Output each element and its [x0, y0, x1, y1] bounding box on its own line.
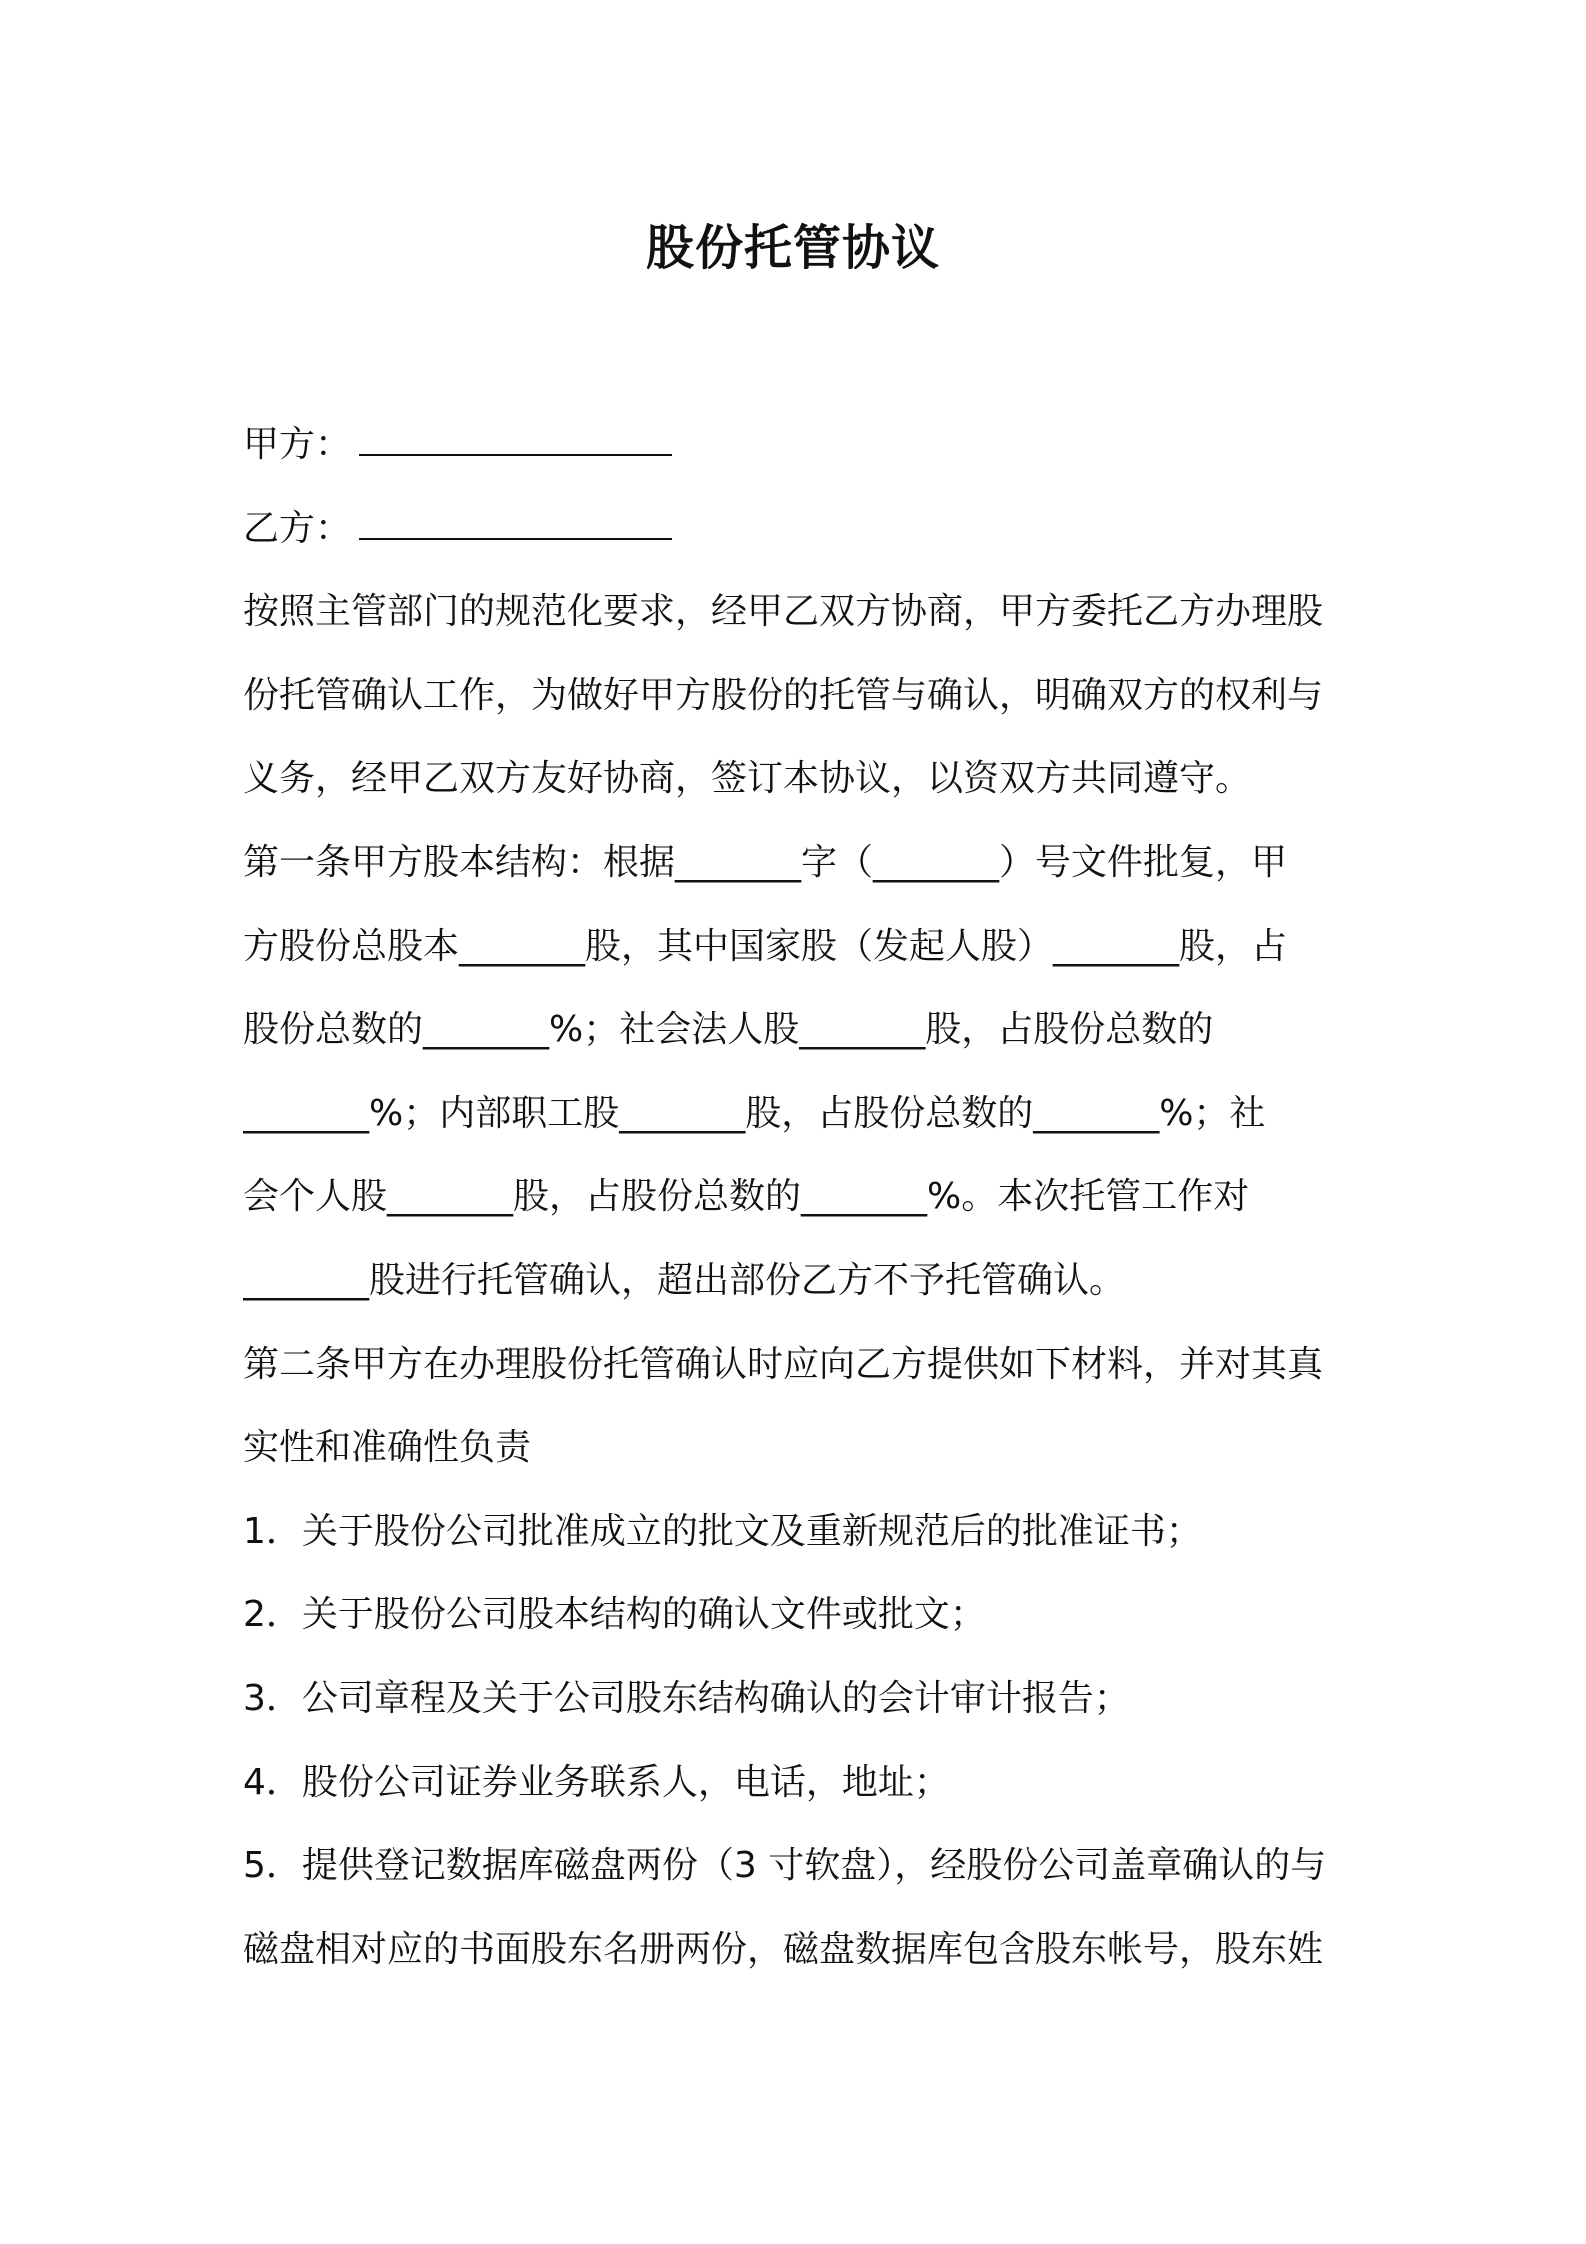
body-line: 实性和准确性负责 — [243, 1427, 532, 1469]
list-item: 3．公司章程及关于公司股东结构确认的会计审计报告； — [243, 1677, 1130, 1719]
party-b-line — [243, 487, 1353, 571]
body-line: _______股进行托管确认，超出部份乙方不予托管确认。 — [243, 1259, 1126, 1301]
document-title: 股份托管协议 — [645, 220, 940, 276]
list-item: 5．提供登记数据库磁盘两份（3 寸软盘），经股份公司盖章确认的与 — [243, 1845, 1327, 1887]
body-line: 会个人股_______股，占股份总数的_______%。本次托管工作对 — [243, 1176, 1250, 1218]
body-line: 方股份总股本_______股，其中国家股（发起人股）_______股，占 — [243, 925, 1288, 967]
body-line: 份托管确认工作，为做好甲方股份的托管与确认，明确双方的权利与 — [243, 674, 1324, 716]
body-line: 股份总数的_______%；社会法人股_______股，占股份总数的 — [243, 1009, 1214, 1051]
party-b-blank — [359, 508, 672, 540]
party-a-line — [243, 403, 1353, 487]
body-line: 按照主管部门的规范化要求，经甲乙双方协商，甲方委托乙方办理股 — [243, 591, 1324, 633]
body-line: 义务，经甲乙双方友好协商，签订本协议，以资双方共同遵守。 — [243, 758, 1252, 800]
party-b-label: 乙方： — [243, 507, 352, 549]
body-line: 磁盘相对应的书面股东名册两份，磁盘数据库包含股东帐号，股东姓 — [243, 1928, 1324, 1970]
body-line: 第二条甲方在办理股份托管确认时应向乙方提供如下材料，并对其真 — [243, 1343, 1324, 1385]
list-item: 1．关于股份公司批准成立的批文及重新规范后的批准证书； — [243, 1510, 1202, 1552]
party-a-label: 甲方： — [243, 424, 352, 465]
list-item: 4．股份公司证券业务联系人，电话，地址； — [243, 1761, 950, 1803]
document-body — [243, 403, 1353, 1991]
list-item: 2．关于股份公司股本结构的确认文件或批文； — [243, 1594, 986, 1636]
body-line: _______%；内部职工股_______股，占股份总数的_______%；社 — [243, 1092, 1266, 1134]
body-line: 第一条甲方股本结构：根据_______字（_______）号文件批复，甲 — [243, 841, 1288, 883]
party-a-blank — [359, 424, 672, 456]
